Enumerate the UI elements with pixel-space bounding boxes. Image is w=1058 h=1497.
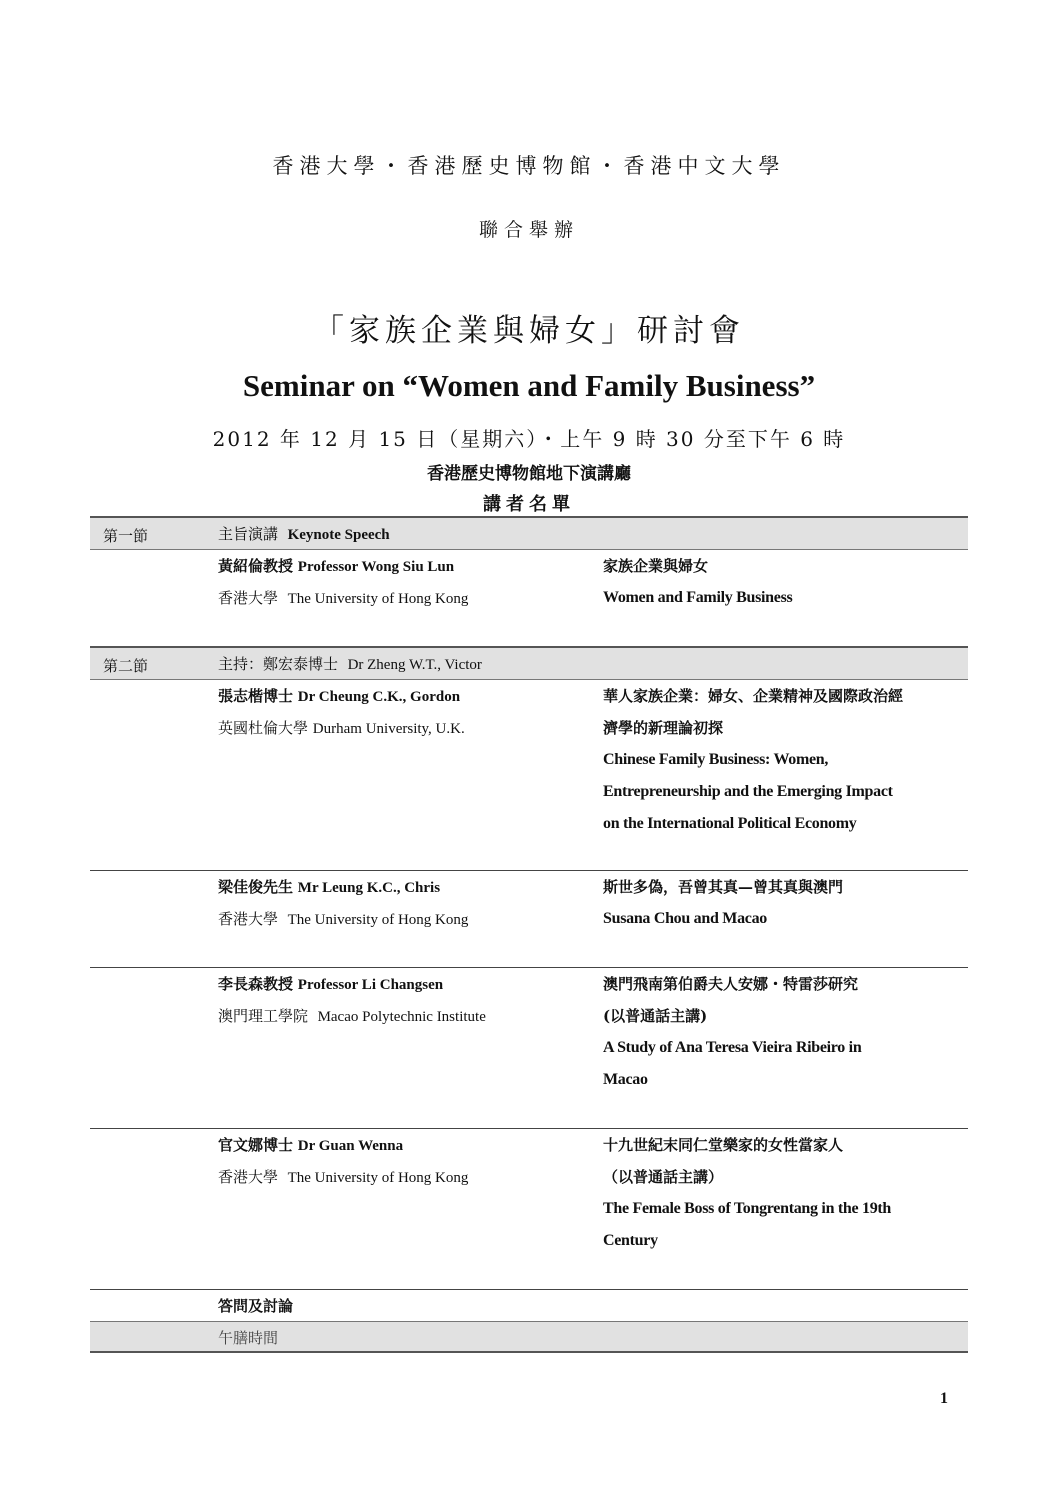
seminar-title-en: Seminar on “Women and Family Business” — [242, 368, 816, 403]
session-title-zh: 主旨演講 — [218, 525, 279, 543]
schedule-table — [90, 516, 968, 1353]
session-title-en: Keynote Speech — [287, 527, 390, 543]
speaker-info — [218, 550, 598, 614]
topic-line: The Female Boss of Tongrentang in the 19th — [603, 1200, 892, 1217]
speech-topic — [603, 550, 968, 614]
topic-line: 家族企業與婦女 — [603, 557, 709, 575]
session-label: 第一節 — [103, 527, 149, 545]
topic-line: Entrepreneurship and the Emerging Impact — [603, 783, 893, 800]
speaker-name: 張志楷博士 Dr Cheung C.K., Gordon — [218, 687, 461, 705]
speaker-row — [90, 1128, 968, 1289]
speech-topic — [603, 680, 968, 840]
joint-host-label: 聯合舉辦 — [478, 219, 579, 241]
page-number: 1 — [940, 1390, 948, 1407]
speaker-row — [90, 870, 968, 967]
seminar-title-zh: 「家族企業與婦女」研討會 — [313, 313, 745, 349]
organizers: 香港大學・香港歷史博物館・香港中文大學 — [272, 154, 786, 178]
session-chair — [218, 648, 598, 681]
topic-line: A Study of Ana Teresa Vieira Ribeiro in — [603, 1039, 862, 1056]
speaker-info — [218, 871, 598, 935]
topic-line: Women and Family Business — [603, 589, 793, 606]
topic-line: 十九世紀末同仁堂樂家的女性當家人 — [603, 1136, 844, 1154]
speaker-info — [218, 680, 598, 744]
topic-line: （以普通話主講） — [603, 1168, 724, 1186]
lunch-label: 午膳時間 — [218, 1329, 279, 1347]
speaker-name: 梁佳俊先生 Mr Leung K.C., Chris — [218, 878, 441, 896]
speaker-name: 李長森教授 Professor Li Changsen — [218, 975, 444, 993]
discussion-label: 答問及討論 — [218, 1297, 294, 1315]
chair-zh: 主持：鄭宏泰博士 — [218, 655, 339, 673]
speaker-institution: 澳門理工學院 Macao Polytechnic Institute — [218, 1007, 486, 1025]
topic-line: Century — [603, 1232, 658, 1249]
speaker-row — [90, 550, 968, 646]
topic-line: 濟學的新理論初探 — [603, 719, 724, 737]
session-label: 第二節 — [103, 657, 149, 675]
topic-line: Chinese Family Business: Women, — [603, 751, 829, 768]
speaker-institution: 英國杜倫大學 Durham University, U.K. — [218, 719, 465, 737]
speech-topic — [603, 968, 968, 1096]
seminar-date: 2012 年 12 月 15 日（星期六）・上午 9 時 30 分至下午 6 時 — [212, 427, 846, 451]
speakers-heading: 講者名單 — [483, 494, 575, 515]
speaker-info — [218, 1129, 598, 1193]
speaker-institution: 香港大學 The University of Hong Kong — [218, 1168, 469, 1186]
speaker-institution: 香港大學 The University of Hong Kong — [218, 589, 469, 607]
topic-line: 斯世多偽，吾曾其真—曾其真與澳門 — [603, 878, 844, 896]
lunch-row — [90, 1321, 968, 1353]
topic-line: 澳門飛南第伯爵夫人安娜・特雷莎研究 — [603, 975, 859, 993]
discussion-row — [90, 1289, 968, 1321]
session-1-header — [90, 516, 968, 550]
speaker-name: 黃紹倫教授 Professor Wong Siu Lun — [218, 557, 455, 575]
speaker-row — [90, 680, 968, 870]
seminar-venue: 香港歷史博物館地下演講廳 — [427, 464, 631, 484]
speaker-info — [218, 968, 598, 1032]
session-title — [218, 518, 598, 551]
speech-topic — [603, 871, 968, 935]
speaker-name: 官文娜博士 Dr Guan Wenna — [218, 1136, 404, 1154]
speaker-row — [90, 967, 968, 1128]
topic-line: 華人家族企業：婦女、企業精神及國際政治經 — [603, 687, 904, 705]
topic-line: Susana Chou and Macao — [603, 910, 767, 927]
chair-en: Dr Zheng W.T., Victor — [347, 657, 482, 673]
speech-topic — [603, 1129, 968, 1257]
session-2-header — [90, 646, 968, 680]
speaker-institution: 香港大學 The University of Hong Kong — [218, 910, 469, 928]
topic-line: (以普通話主講) — [603, 1007, 708, 1025]
topic-line: on the International Political Economy — [603, 815, 857, 832]
topic-line: Macao — [603, 1071, 648, 1088]
